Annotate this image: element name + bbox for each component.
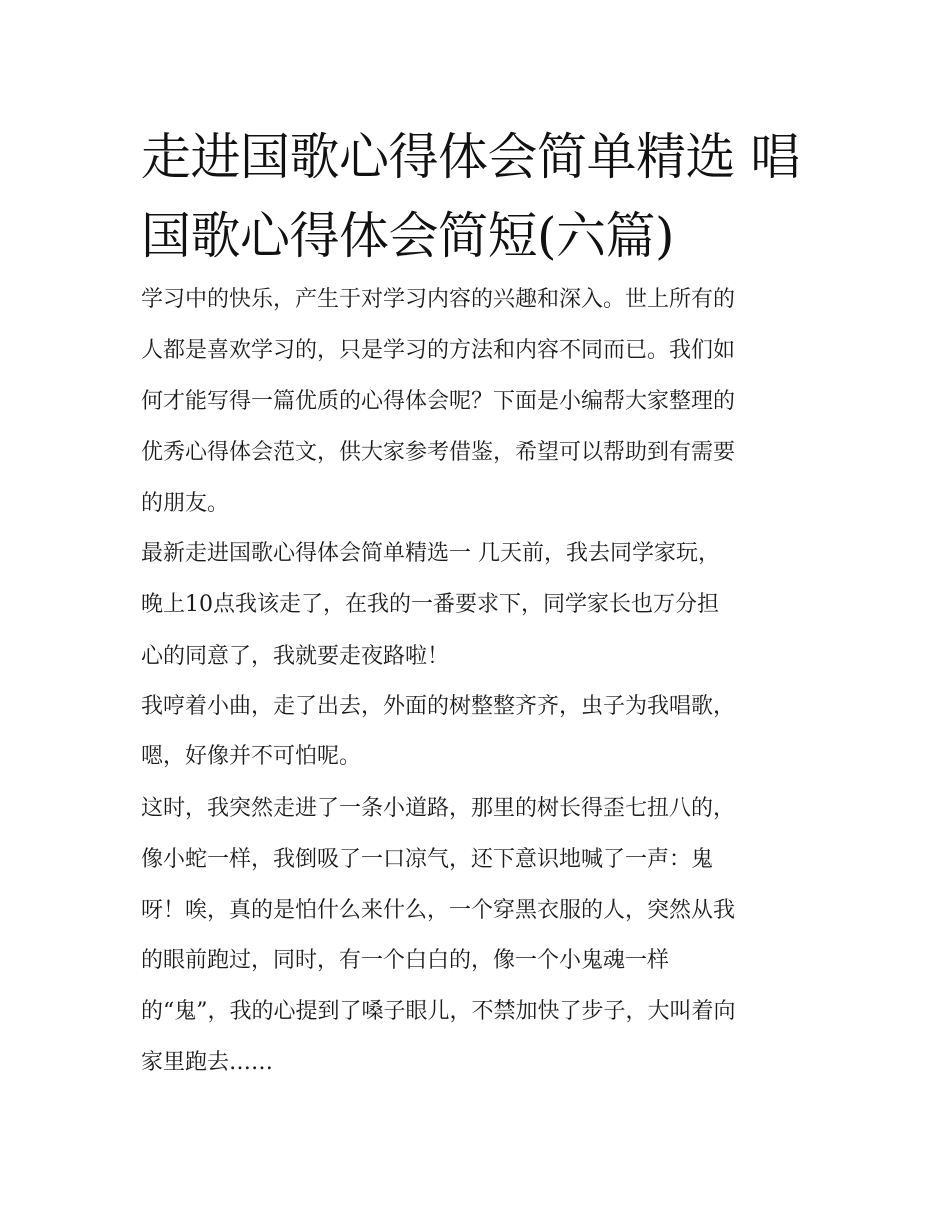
body-text-line: 嗯，好像并不可怕呢。 <box>141 744 362 769</box>
body-text-line: 何才能写得一篇优质的心得体会呢？下面是小编帮大家整理的 <box>141 389 736 414</box>
body-text-line: 我哼着小曲，走了出去，外面的树整整齐齐，虫子为我唱歌， <box>141 694 736 719</box>
body-text-line: 像小蛇一样，我倒吸了一口凉气，还下意识地喊了一声：鬼 <box>141 847 714 872</box>
body-text-line: 这时，我突然走进了一条小道路，那里的树长得歪七扭八的， <box>141 796 736 821</box>
body-text-line: 的眼前跑过，同时，有一个白白的，像一个小鬼魂一样 <box>141 948 670 973</box>
body-text-line: 的朋友。 <box>141 491 230 516</box>
body-text-line: 学习中的快乐，产生于对学习内容的兴趣和深入。世上所有的 <box>141 287 736 312</box>
title-line-2: 国歌心得体会简短(六篇) <box>141 207 675 265</box>
body-text-line: 呀！唉，真的是怕什么来什么，一个穿黑衣服的人，突然从我 <box>141 898 736 923</box>
body-text-line: 心的同意了，我就要走夜路啦！ <box>141 644 450 669</box>
body-text-line: 家里跑去…… <box>141 1050 274 1075</box>
body-text-line: 最新走进国歌心得体会简单精选一 几天前，我去同学家玩， <box>141 541 720 566</box>
body-text-line: 人都是喜欢学习的，只是学习的方法和内容不同而已。我们如 <box>141 338 736 363</box>
body-text-line: 晚上10点我该走了，在我的一番要求下，同学家长也万分担 <box>141 592 719 617</box>
title-line-1: 走进国歌心得体会简单精选 唱 <box>141 128 800 186</box>
document-title <box>141 118 831 276</box>
body-text-line: 的“鬼”，我的心提到了嗓子眼儿，不禁加快了步子，大叫着向 <box>141 999 736 1024</box>
body-text-line: 优秀心得体会范文，供大家参考借鉴，希望可以帮助到有需要 <box>141 440 736 465</box>
